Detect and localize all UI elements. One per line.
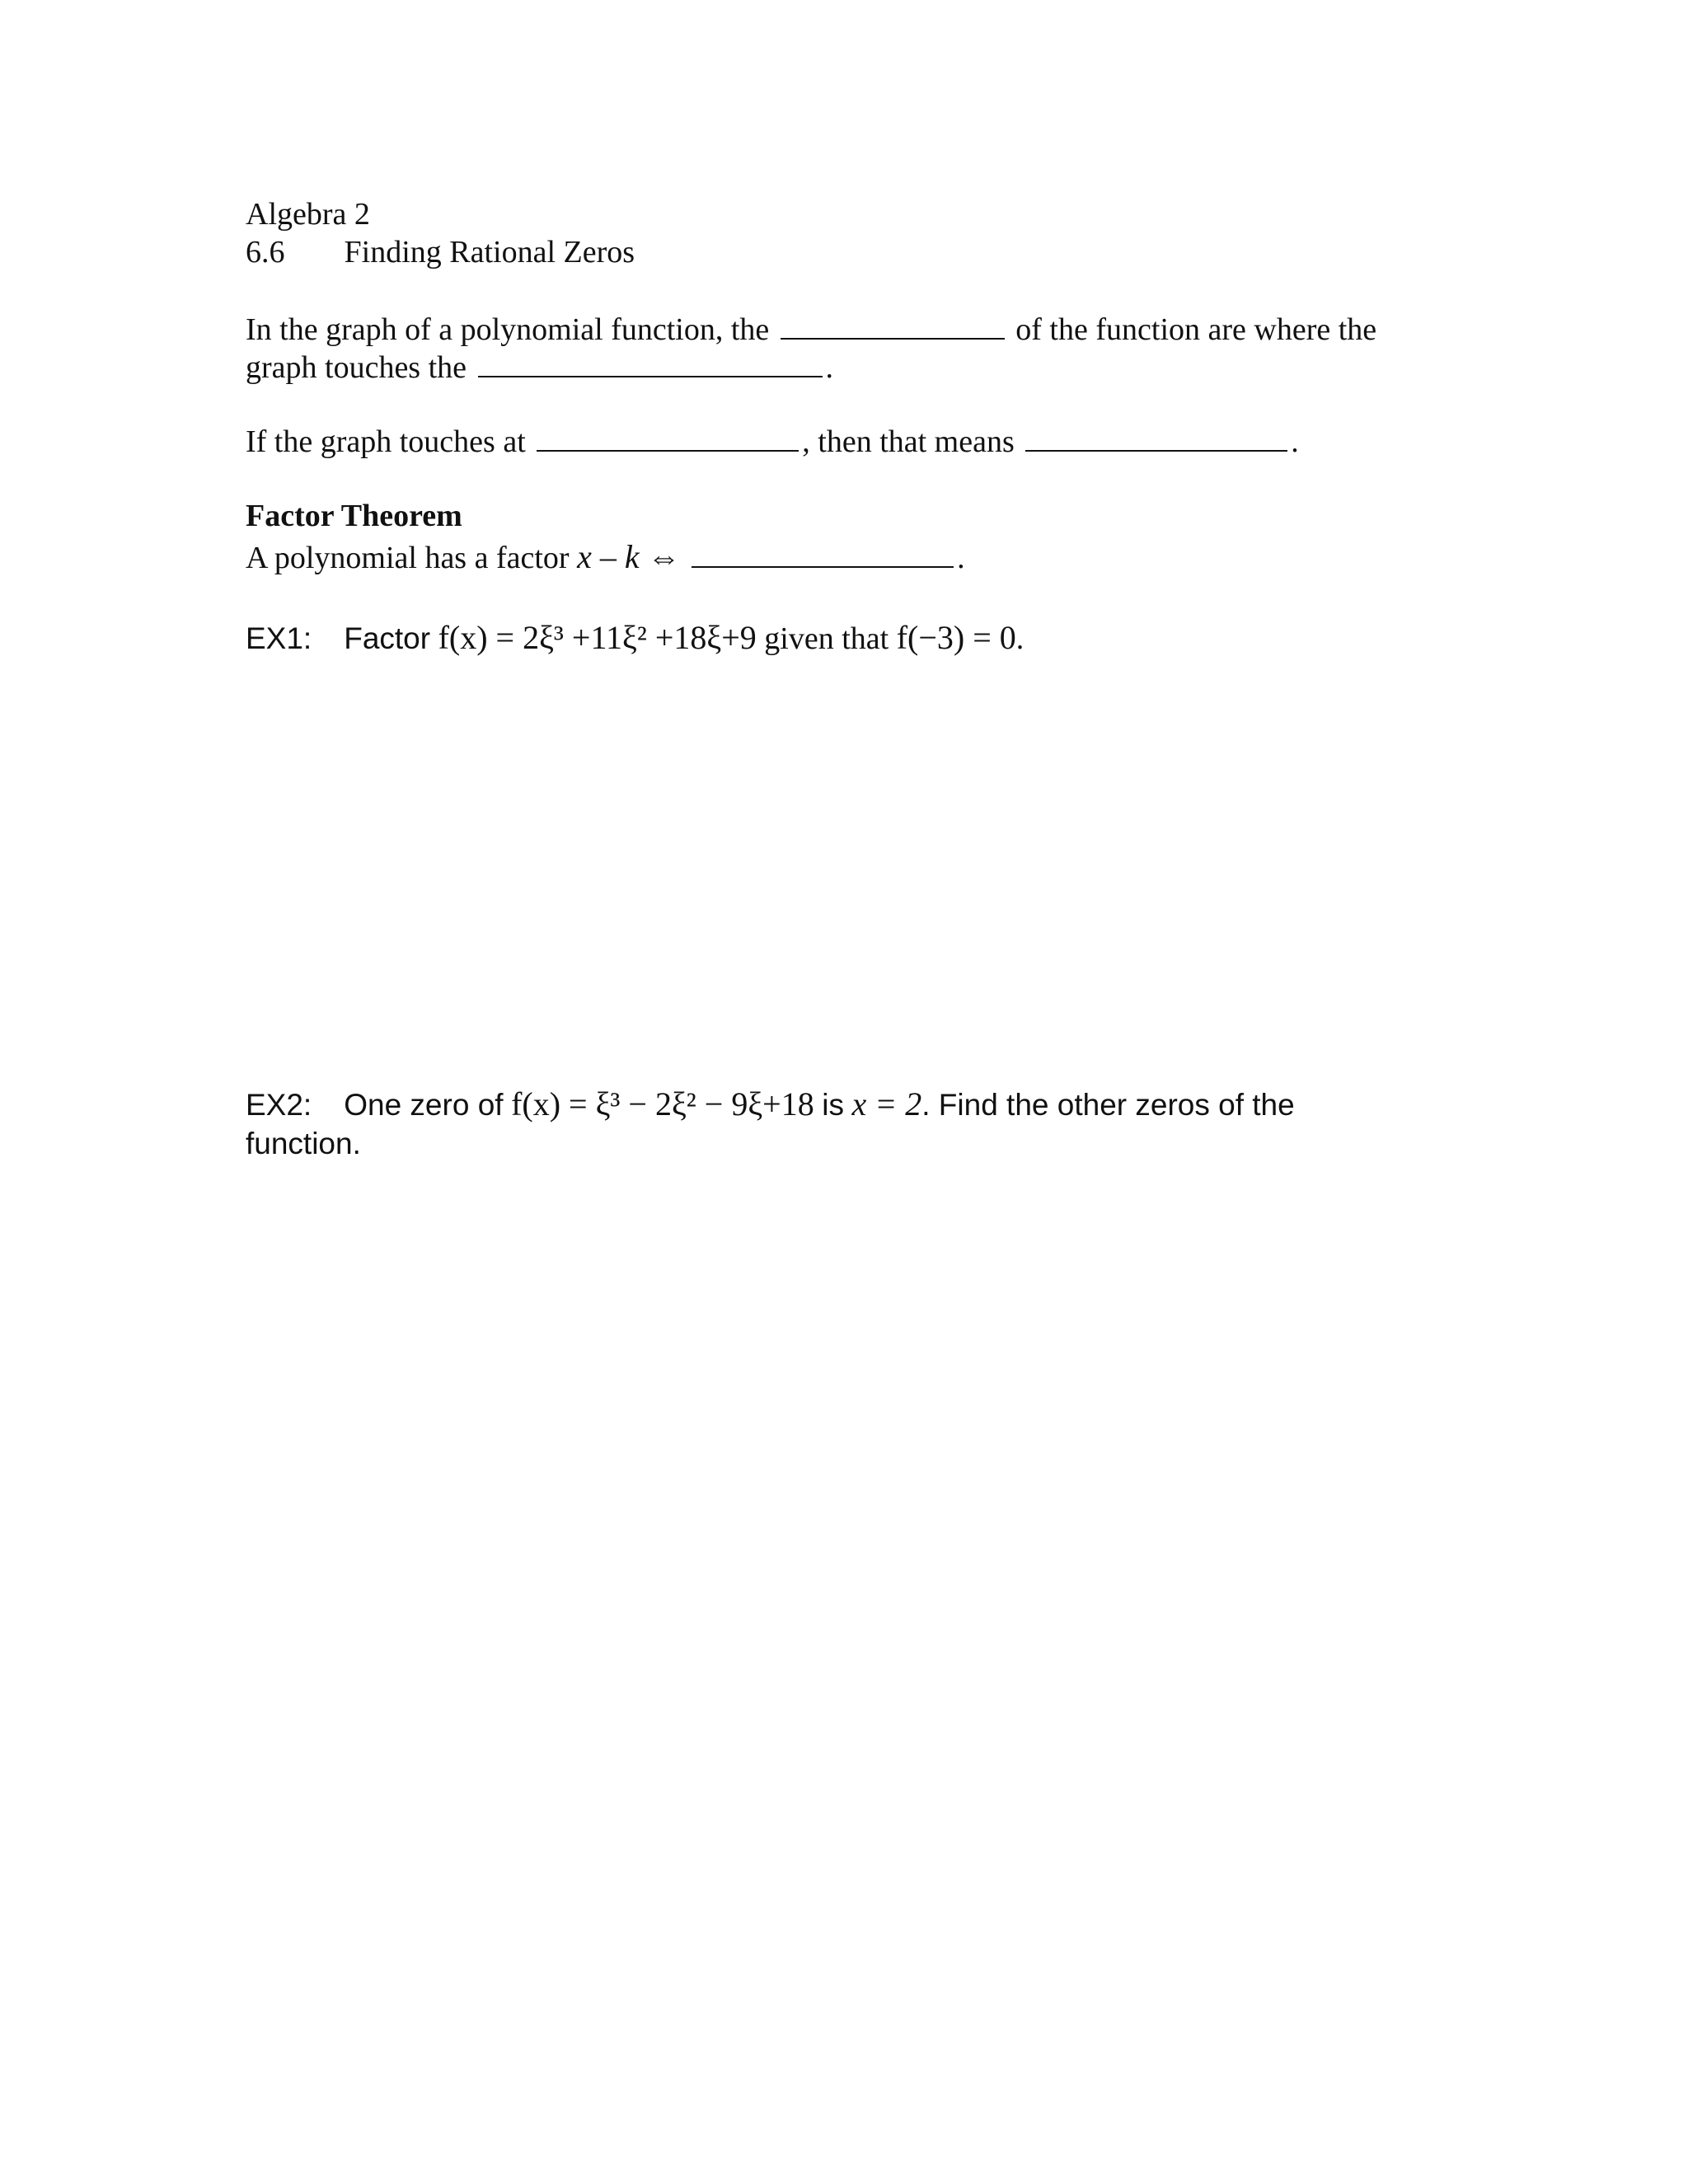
answer-blank-5[interactable] (692, 538, 954, 568)
touches-line: If the graph touches at , then that means . (246, 422, 1299, 462)
answer-blank-4[interactable] (1025, 422, 1287, 452)
answer-blank-3[interactable] (537, 422, 799, 452)
intro-line-1: In the graph of a polynomial function, the of the function are where the (246, 310, 1376, 349)
ex1-lead: Factor (344, 621, 431, 655)
ex1-condition-lead: given that (764, 621, 889, 656)
course-title: Algebra 2 (246, 197, 370, 232)
factor-expression: x – k ⇔ (577, 538, 681, 575)
ex2-zero: x = 2 (851, 1085, 922, 1122)
ex1-condition: f(−3) = 0 (896, 619, 1016, 656)
answer-blank-1[interactable] (781, 310, 1005, 340)
example-1: EX1: Factor f(x) = 2ξ³ +11ξ² +18ξ+9 given that f(−3) = 0. (246, 619, 1025, 656)
ex1-label: EX1: (246, 621, 312, 655)
ex2-work-space[interactable] (246, 1179, 1441, 2003)
section-number: 6.6 (246, 235, 285, 269)
factor-theorem-statement: A polynomial has a factor x – k ⇔ . (246, 538, 965, 575)
answer-blank-2[interactable] (478, 348, 823, 377)
factor-theorem-heading: Factor Theorem (246, 499, 462, 533)
example-2-line-1: EX2: One zero of f(x) = ξ³ − 2ξ² − 9ξ+18 is x = 2. Find the other zeros of the (246, 1085, 1295, 1122)
section-title: Finding Rational Zeros (344, 235, 635, 269)
ex1-function: f(x) = 2ξ³ +11ξ² +18ξ+9 (438, 619, 757, 656)
ex2-label: EX2: (246, 1088, 312, 1122)
ex1-work-space[interactable] (246, 676, 1441, 1071)
section-heading (246, 234, 635, 272)
ex2-function: f(x) = ξ³ − 2ξ² − 9ξ+18 (511, 1085, 814, 1122)
intro-line-2: graph touches the . (246, 348, 833, 387)
ex2-lead: One zero of (344, 1088, 504, 1122)
example-2-line-2: function. (246, 1127, 361, 1160)
